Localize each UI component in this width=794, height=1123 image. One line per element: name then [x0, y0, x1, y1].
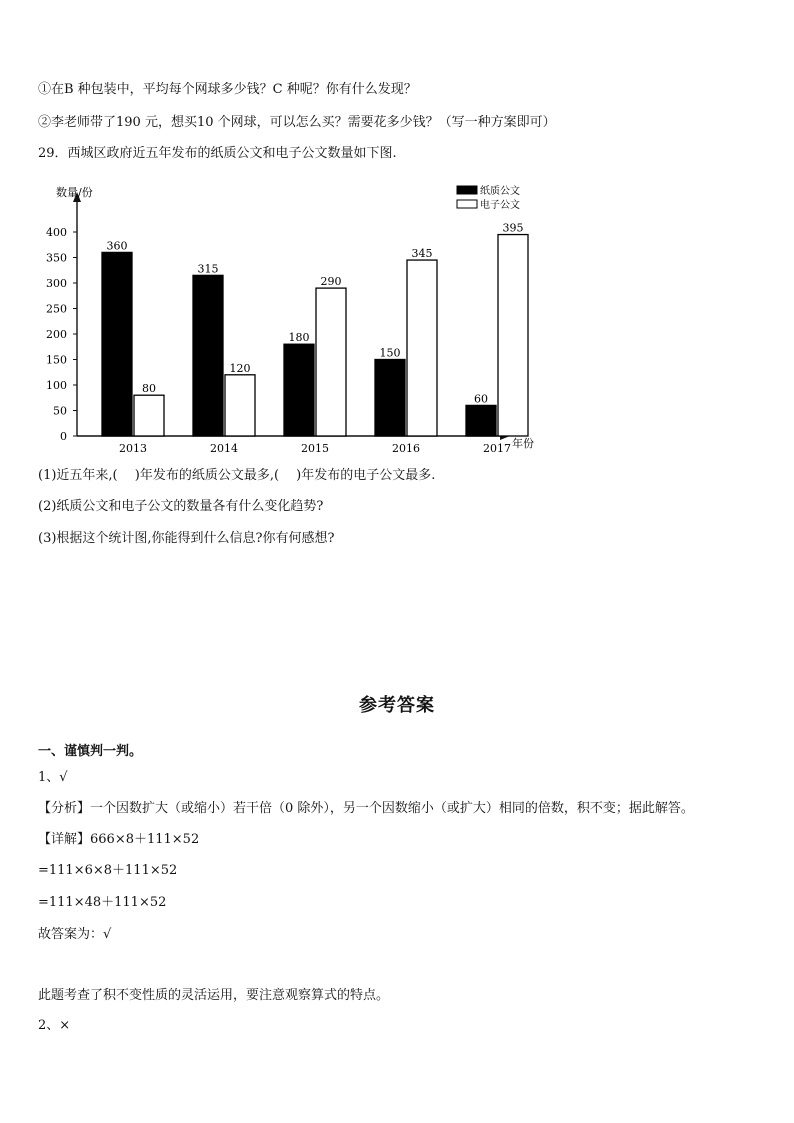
bar-value-label: 150: [379, 346, 401, 360]
y-tick-label: 250: [46, 302, 67, 316]
y-tick-label: 100: [46, 379, 67, 392]
bar-value-label: 80: [142, 382, 156, 396]
q28-part2-text: ②李老师带了190 元，想买10 个网球，可以怎么买？需要花多少钱？（写一种方案即可）: [38, 115, 556, 130]
legend-label-paper: 纸质公文: [480, 186, 520, 197]
q29-sub1-text: (1)近五年来,( )年发布的纸质公文最多,( )年发布的电子公文最多.: [38, 468, 436, 483]
y-tick-label: 400: [46, 226, 67, 239]
bar-paper-2015: [284, 344, 314, 436]
q29-stem-text: 29．西城区政府近五年发布的纸质公文和电子公文数量如下图.: [38, 146, 397, 161]
q29-sub3-text: (3)根据这个统计图,你能得到什么信息?你有何感想?: [38, 531, 335, 546]
bar-value-label: 120: [229, 361, 251, 375]
x-tick-label: 2014: [210, 442, 238, 455]
x-tick-label: 2013: [119, 442, 147, 455]
bar-value-label: 345: [411, 247, 433, 261]
answer-analysis: 【分析】一个因数扩大（或缩小）若干倍（0 除外），另一个因数缩小（或扩大）相同的倍数，积不变；据此解答。: [38, 801, 694, 816]
y-tick-label: 150: [46, 353, 67, 367]
bar-electronic-2015: [316, 288, 346, 436]
answer-detail: 【详解】666×8＋111×52: [38, 832, 200, 847]
answer-step1: =111×6×8＋111×52: [38, 863, 178, 878]
answer-note: 此题考查了积不变性质的灵活运用，要注意观察算式的特点。: [38, 988, 390, 1003]
bar-electronic-2013: [134, 395, 164, 436]
y-tick-label: 300: [46, 277, 67, 290]
y-axis-label: 数量/份: [56, 186, 93, 199]
x-axis-label: 年份: [512, 437, 534, 450]
answer-step2: =111×48＋111×52: [38, 895, 167, 910]
bar-value-label: 360: [106, 239, 128, 253]
answers-title: 参考答案: [359, 695, 435, 716]
legend-swatch-paper: [457, 186, 477, 194]
answer-conclusion: 故答案为：√: [38, 927, 112, 942]
y-tick-label: 200: [46, 328, 67, 341]
q28-part1-text: ①在B 种包装中，平均每个网球多少钱？C 种呢？你有什么发现？: [38, 82, 417, 97]
chart-bars: [102, 222, 528, 436]
q29-sub2-text: (2)纸质公文和电子公文的数量各有什么变化趋势?: [38, 499, 324, 514]
x-tick-label: 2016: [392, 442, 420, 455]
bar-value-label: 395: [502, 221, 524, 235]
bar-value-label: 315: [197, 262, 219, 276]
answer-q1: 1、√: [38, 770, 68, 785]
chart-legend: [457, 184, 520, 211]
x-tick-label: 2017: [483, 442, 511, 455]
y-tick-label: 0: [60, 430, 67, 443]
bar-paper-2013: [102, 252, 132, 436]
x-ticks: [119, 442, 511, 455]
bar-electronic-2017: [498, 235, 528, 436]
answer-q2: 2、×: [38, 1018, 71, 1033]
legend-label-electronic: 电子公文: [480, 200, 520, 211]
legend-swatch-electronic: [457, 200, 477, 208]
y-tick-label: 350: [46, 251, 67, 265]
bar-value-label: 180: [288, 331, 310, 345]
y-ticks: [46, 226, 77, 443]
bar-paper-2017: [466, 405, 496, 436]
answers-section-heading: 一、谨慎判一判。: [38, 744, 143, 759]
bar-value-label: 60: [474, 392, 488, 406]
bar-electronic-2016: [407, 260, 437, 436]
bar-value-label: 290: [320, 275, 342, 289]
y-tick-label: 50: [53, 404, 67, 418]
bar-electronic-2014: [225, 375, 255, 436]
bar-paper-2014: [193, 275, 223, 436]
bar-paper-2016: [375, 360, 405, 437]
document-bar-chart: [32, 180, 542, 460]
x-tick-label: 2015: [301, 442, 329, 455]
